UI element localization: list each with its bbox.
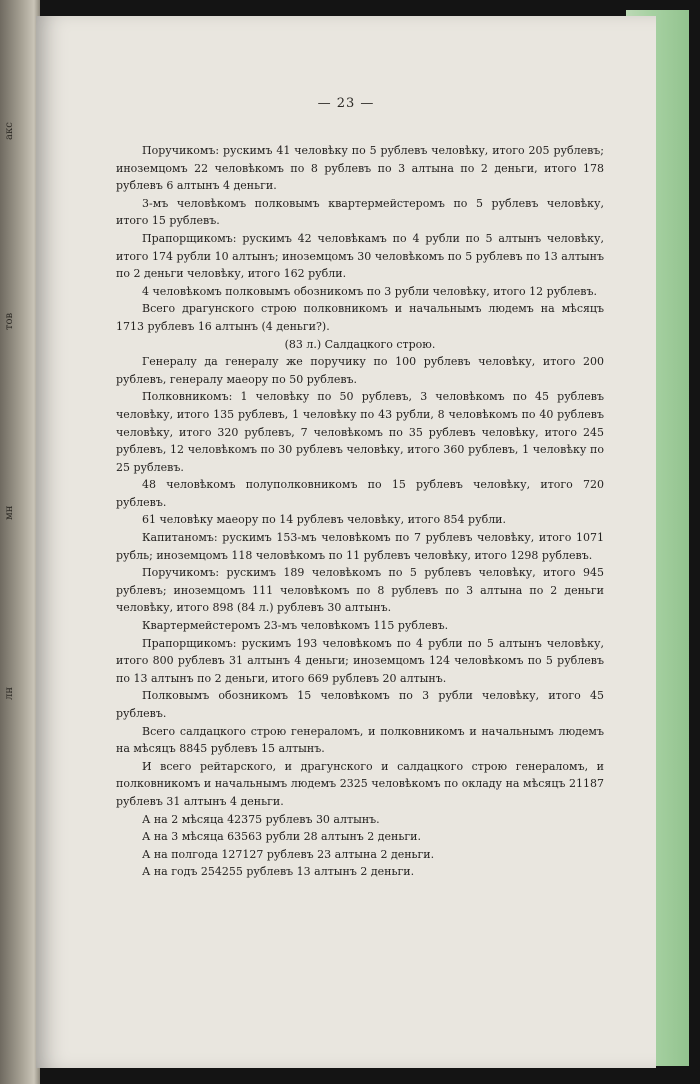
paragraph-two-months: А на 2 мѣсяца 42375 рублевъ 30 алтынъ. (142, 812, 380, 826)
paragraph-year: А на годъ 254255 рублевъ 13 алтынъ 2 деньги. (142, 865, 415, 879)
paragraph-quartermasters-soldier: Квартермейстеромъ 23-мъ человѣкомъ 115 рублевъ. (142, 619, 449, 633)
paragraph-generals: Генералу да генералу же поручику по 100 рублевъ человѣку, итого 200 рублевъ, генералу маеору по 50 рублевъ. (116, 355, 604, 386)
paragraph-ensigns-soldier: Прапорщикомъ: рускимъ 193 человѣкомъ по 4 рубли по 5 алтынъ человѣку, итого 800 рублевъ 31 алтынъ 4 деньги; иноземцомъ 124 человѣкомъ по 5 рублевъ по 13 алтынъ по 2 деньги, итого 669 рублевъ 20 алтынъ. (116, 636, 604, 685)
facing-page-fragment: тов (4, 312, 15, 330)
paragraph-half-year: А на полгода 127127 рублевъ 23 алтына 2 деньги. (142, 847, 435, 861)
paragraph-poruchiki-dragoon: Поручикомъ: рускимъ 41 человѣку по 5 рублевъ человѣку, итого 205 рублевъ; иноземцомъ 22 человѣкомъ по 8 рублевъ по 3 алтына по 2 деньги, итого 178 рублевъ 6 алтынъ 4 деньги. (116, 144, 604, 193)
paragraph-grand-total: И всего рейтарского, и драгунского и салдацкого строю генераломъ, и полковникомъ и начальнымъ людемъ 2325 человѣкомъ по окладу на мѣсяцъ 21187 рублевъ 31 алтынъ 4 деньги. (116, 759, 604, 808)
facing-page-fragment: мн (4, 505, 15, 520)
paragraph-poruchiki-soldier: Поручикомъ: рускимъ 189 человѣкомъ по 5 рублевъ человѣку, итого 945 рублевъ; иноземцомъ 111 человѣкомъ по 8 рублевъ по 3 алтына по 2 деньги человѣку, итого 898 (84 л.) рублевъ 30 алтынъ. (116, 566, 604, 615)
page-text (116, 142, 604, 881)
paragraph-three-months: А на 3 мѣсяца 63563 рубли 28 алтынъ 2 деньги. (142, 830, 421, 844)
paragraph-quartermasters-dragoon: 3-мъ человѣкомъ полковымъ квартермейстеромъ по 5 рублевъ человѣку, итого 15 рублевъ. (116, 196, 604, 228)
paragraph-baggage-dragoon: 4 человѣкомъ полковымъ обозникомъ по 3 рубли человѣку, итого 12 рублевъ. (142, 284, 597, 298)
section-heading-soldier: (83 л.) Салдацкого строю. (284, 337, 436, 351)
book-page (36, 16, 656, 1068)
facing-page-fragment: акс (4, 122, 15, 140)
paragraph-captains: Капитаномъ: рускимъ 153-мъ человѣкомъ по 7 рублевъ человѣку, итого 1071 рубль; иноземцомъ 118 человѣкомъ по 11 рублевъ человѣку, итого 1298 рублевъ. (116, 531, 604, 562)
paragraph-majors: 61 человѣку маеору по 14 рублевъ человѣку, итого 854 рубли. (142, 513, 507, 527)
paragraph-colonels: Полковникомъ: 1 человѣку по 50 рублевъ, 3 человѣкомъ по 45 рублевъ человѣку, итого 135 рублевъ, 1 человѣку по 43 рубли, 8 человѣкомъ по 40 рублевъ человѣку, итого 320 рублевъ, 7 человѣкомъ по 35 рублевъ человѣку, итого 245 рублевъ, 12 человѣкомъ по 30 рублевъ человѣку, итого 360 рублевъ, 1 человѣку по 25 рублевъ. (116, 390, 604, 474)
paragraph-ensigns-dragoon: Прапорщикомъ: рускимъ 42 человѣкамъ по 4 рубли по 5 алтынъ человѣку, итого 174 рубли 10 алтынъ; иноземцомъ 30 человѣкомъ по 5 рублевъ по 13 алтынъ по 2 деньги человѣку, итого 162 рубли. (116, 231, 604, 281)
facing-page-fragment: лн (4, 686, 15, 700)
paragraph-baggage-soldier: Полковымъ обозникомъ 15 человѣкомъ по 3 рубли человѣку, итого 45 рублевъ. (116, 689, 604, 720)
paragraph-lt-colonels: 48 человѣкомъ полуполковникомъ по 15 рублевъ человѣку, итого 720 рублевъ. (116, 478, 604, 509)
paragraph-total-dragoon: Всего драгунского строю полковникомъ и начальнымъ людемъ на мѣсяцъ 1713 рублевъ 16 алтынъ (4 деньги?). (116, 302, 604, 333)
facing-page-edge (0, 0, 40, 1084)
page-number: — 23 — (317, 96, 375, 111)
paragraph-total-soldier: Всего салдацкого строю генераломъ, и полковникомъ и начальнымъ людемъ на мѣсяцъ 8845 рублевъ 15 алтынъ. (116, 724, 604, 756)
